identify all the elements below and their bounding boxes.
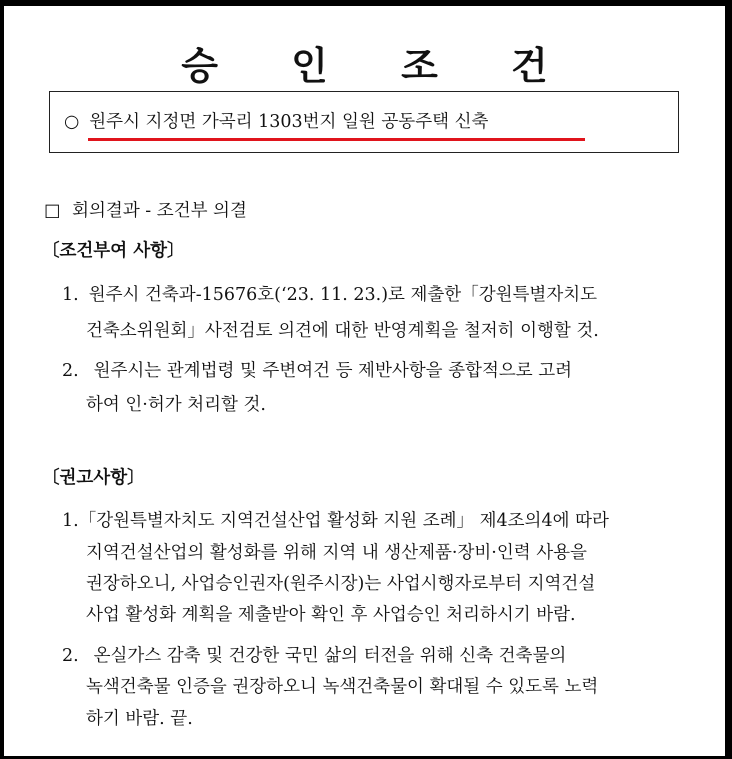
condition-1-line-2: 건축소위원회」사전검토 의견에 대한 반영계획을 철저히 이행할 것. [86, 321, 599, 341]
recommendation-2-number: 2. [62, 646, 79, 666]
circle-bullet-icon: ○ [64, 112, 80, 132]
result-line [44, 199, 247, 223]
recommendation-1-line-2: 지역건설산업의 활성화를 위해 지역 내 생산제품·장비·인력 사용을 [86, 543, 587, 563]
checkbox-square-icon: □ [44, 201, 61, 221]
condition-2-number: 2. [62, 361, 79, 381]
recommendation-2-line-3: 하기 바람. 끝. [86, 709, 193, 729]
subject-text: 원주시 지정면 가곡리 1303번지 일원 공동주택 신축 [89, 112, 489, 132]
condition-item-2 [62, 359, 572, 383]
result-text: 회의결과 - 조건부 의결 [72, 201, 247, 221]
recommendation-1-line-3: 권장하오니, 사업승인권자(원주시장)는 사업시행자로부터 지역건설 [86, 574, 596, 594]
document-page [4, 6, 725, 756]
conditions-heading: 〔조건부여 사항〕 [42, 241, 185, 261]
subject-line [64, 110, 488, 134]
condition-2-line-1: 원주시는 관계법령 및 주변여건 등 제반사항을 종합적으로 고려 [93, 361, 573, 381]
condition-1-line-1: 원주시 건축과-15676호(‘23. 11. 23.)로 제출한「강원특별자치도 [88, 285, 598, 305]
subject-box [49, 91, 679, 153]
recommendation-1-number: 1. [62, 511, 79, 531]
recommendation-item-1 [62, 509, 609, 533]
recommendation-2-line-1: 온실가스 감축 및 건강한 국민 삶의 터전을 위해 신축 건축물의 [93, 646, 567, 666]
recommendation-2-line-2: 녹색건축물 인증을 권장하오니 녹색건축물이 확대될 수 있도록 노력 [86, 677, 599, 697]
recommendation-1-line-1: 「강원특별자치도 지역건설산업 활성화 지원 조례」 제4조의4에 따라 [78, 511, 609, 531]
condition-item-1 [62, 283, 686, 307]
recommendations-heading: 〔권고사항〕 [42, 468, 145, 488]
page-title: 승 인 조 건 [181, 44, 578, 88]
red-underline [88, 138, 585, 141]
recommendation-item-2 [62, 644, 566, 668]
recommendation-1-line-4: 사업 활성화 계획을 제출받아 확인 후 사업승인 처리하시기 바람. [86, 605, 576, 625]
condition-1-number: 1. [62, 285, 79, 305]
condition-2-line-2: 하여 인·허가 처리할 것. [86, 395, 266, 415]
